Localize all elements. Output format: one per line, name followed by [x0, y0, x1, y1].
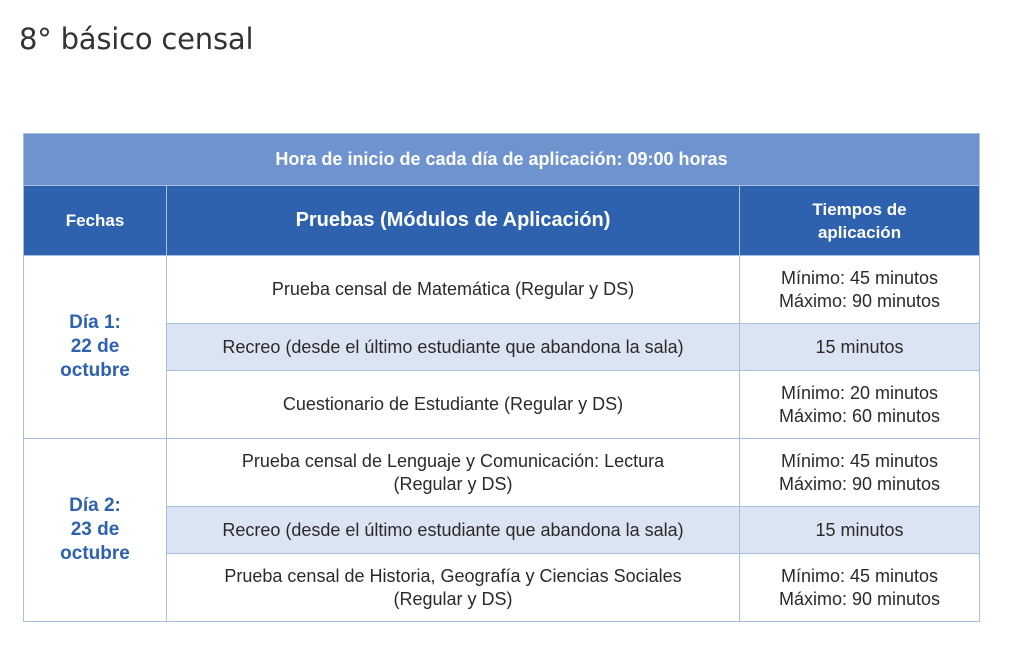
- time-cell: [740, 371, 980, 439]
- time-max: Máximo: 90 minutos: [778, 473, 941, 494]
- test-name: Prueba censal de Matemática (Regular y DS): [271, 279, 635, 299]
- test-name-cell: [167, 554, 740, 622]
- break-name-cell: [167, 324, 740, 371]
- test-name-suffix: (Regular y DS): [393, 588, 513, 609]
- table-row: [24, 507, 980, 554]
- header-tiempos: [740, 186, 980, 256]
- test-name: Prueba censal de Lenguaje y Comunicación: Lectura: [241, 450, 665, 471]
- time-max: Máximo: 90 minutos: [778, 588, 941, 609]
- time-min: Mínimo: 45 minutos: [780, 565, 939, 586]
- header-pruebas: Pruebas (Módulos de Aplicación): [167, 186, 740, 256]
- time-max: Máximo: 90 minutos: [778, 290, 941, 311]
- test-name-suffix: (Regular y DS): [393, 473, 513, 494]
- test-name: Cuestionario de Estudiante (Regular y DS): [282, 394, 624, 414]
- schedule-table: [23, 133, 980, 622]
- header-row: [24, 186, 980, 256]
- table-row: [24, 554, 980, 622]
- day-1-cell: [24, 256, 167, 439]
- table-row: [24, 439, 980, 507]
- time-cell: [740, 324, 980, 371]
- time-cell: [740, 256, 980, 324]
- test-name-cell: [167, 371, 740, 439]
- test-name-cell: [167, 439, 740, 507]
- page-title: 8° básico censal: [19, 22, 254, 56]
- break-time: 15 minutos: [815, 336, 904, 357]
- table-row: [24, 371, 980, 439]
- header-tiempos-line1: Tiempos de: [812, 199, 907, 219]
- day-label-line: 23 de: [70, 519, 120, 540]
- time-min: Mínimo: 45 minutos: [780, 267, 939, 288]
- break-time: 15 minutos: [815, 519, 904, 540]
- break-name: Recreo (desde el último estudiante que abandona la sala): [222, 519, 684, 540]
- header-fechas: Fechas: [24, 186, 167, 256]
- day-label-line: 22 de: [70, 336, 120, 357]
- header-tiempos-line2: aplicación: [817, 222, 902, 242]
- break-name: Recreo (desde el último estudiante que abandona la sala): [222, 336, 684, 357]
- day-label-line: octubre: [60, 543, 130, 564]
- time-max: Máximo: 60 minutos: [778, 405, 941, 426]
- banner-row: [24, 134, 980, 186]
- break-name-cell: [167, 507, 740, 554]
- test-name: Prueba censal de Historia, Geografía y Ciencias Sociales: [224, 565, 682, 586]
- day-2-cell: [24, 439, 167, 622]
- day-label-line: Día 2:: [69, 495, 121, 516]
- time-cell: [740, 507, 980, 554]
- table-row: [24, 256, 980, 324]
- day-label-line: octubre: [60, 360, 130, 381]
- start-time-banner: Hora de inicio de cada día de aplicación: 09:00 horas: [24, 134, 980, 186]
- time-min: Mínimo: 45 minutos: [780, 450, 939, 471]
- table-row: [24, 324, 980, 371]
- test-name-cell: [167, 256, 740, 324]
- day-label-line: Día 1:: [69, 312, 121, 333]
- time-cell: [740, 439, 980, 507]
- time-cell: [740, 554, 980, 622]
- time-min: Mínimo: 20 minutos: [780, 382, 939, 403]
